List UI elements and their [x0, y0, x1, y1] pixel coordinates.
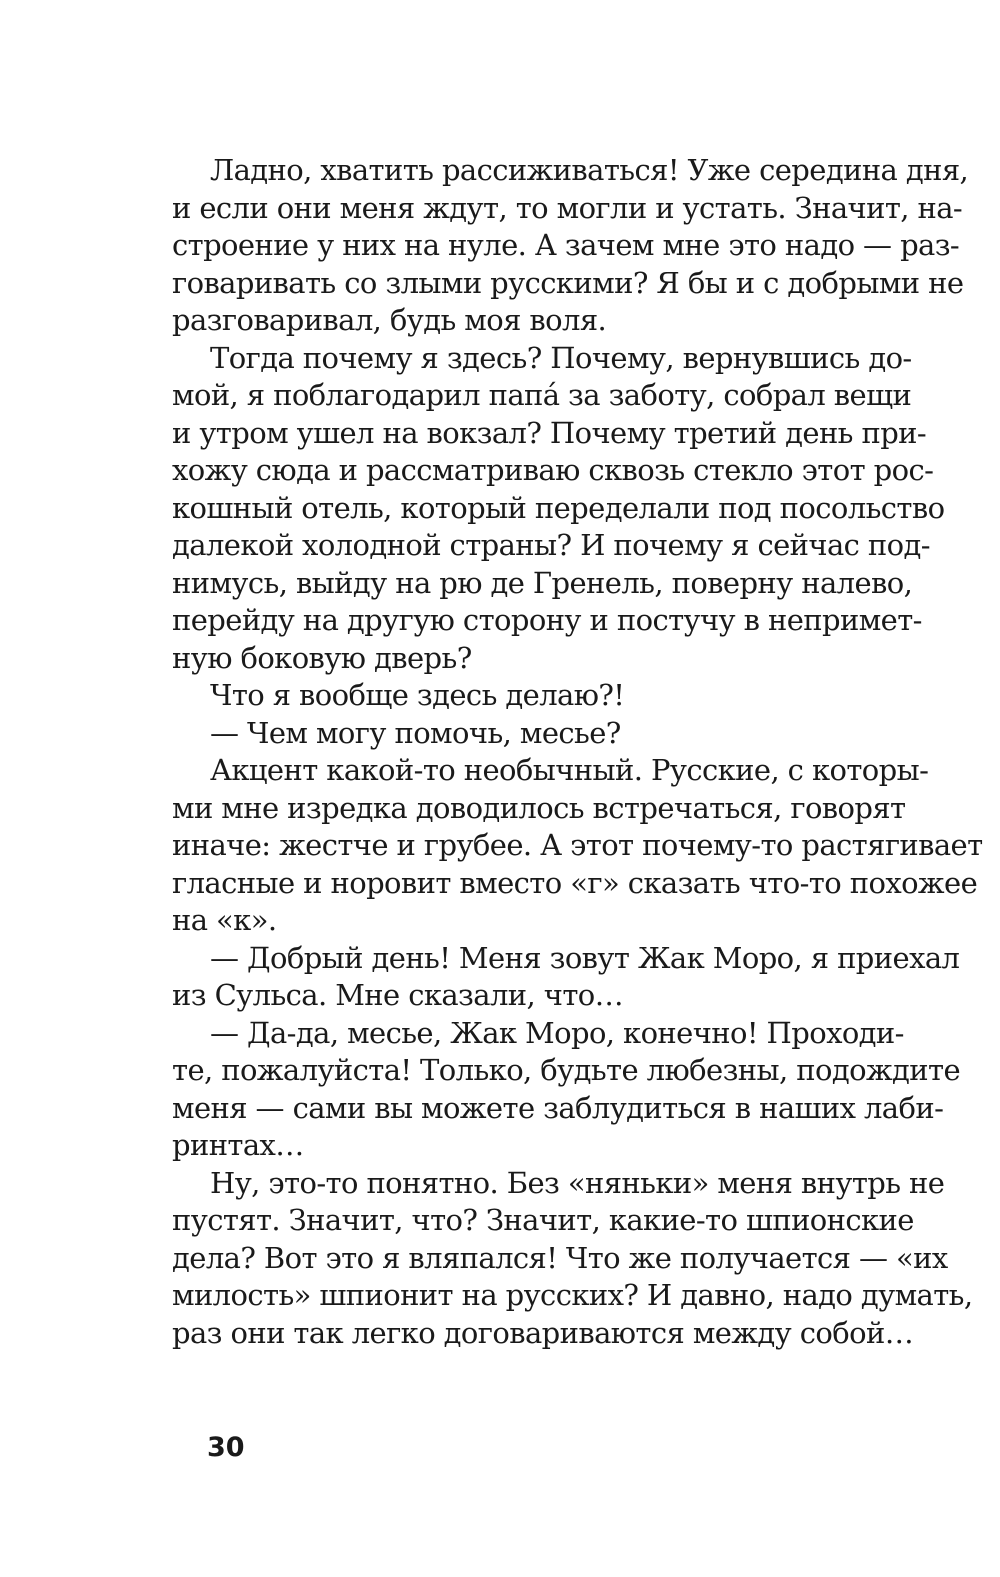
text-line: те, пожалуйста! Только, будьте любезны, подождите	[172, 1053, 961, 1087]
paragraph	[172, 677, 872, 715]
text-line: перейду на другую сторону и постучу в непримет-	[172, 603, 922, 637]
text-line: нимусь, выйду на рю де Гренель, поверну налево,	[172, 565, 913, 600]
text-line: — Чем могу помочь, месье?	[210, 715, 621, 750]
text-line: пустят. Значит, что? Значит, какие-то шпионские	[172, 1203, 914, 1237]
text-line: Что я вообще здесь делаю?!	[210, 678, 625, 712]
paragraph	[172, 340, 945, 678]
text-line: раз они так легко договариваются между собой…	[172, 1315, 914, 1350]
text-line: — Добрый день! Меня зовут Жак Моро, я приехал	[210, 940, 960, 975]
text-line: ми мне изредка доводилось встречаться, говорят	[172, 790, 906, 825]
text-line: далекой холодной страны? И почему я сейчас под-	[172, 528, 930, 562]
text-line: Акцент какой-то необычный. Русские, с которы-	[210, 753, 929, 787]
paragraph	[172, 752, 983, 940]
text-line: гласные и норовит вместо «г» сказать что-то похожее	[172, 865, 978, 900]
paragraph	[172, 1015, 961, 1165]
body-text	[172, 152, 983, 1352]
text-line: разговаривал, будь моя воля.	[172, 303, 607, 337]
text-line: и утром ушел на вокзал? Почему третий день при-	[172, 415, 927, 450]
text-line: говаривать со злыми русскими? Я бы и с добрыми не	[172, 265, 964, 300]
text-line: кошный отель, который переделали под посольство	[172, 490, 945, 525]
paragraph	[172, 715, 872, 753]
text-line: хожу сюда и рассматриваю сквозь стекло этот рос-	[172, 453, 934, 487]
text-line: Ладно, хватить рассиживаться! Уже середина дня,	[210, 153, 969, 187]
text-line: — Да-да, месье, Жак Моро, конечно! Проходи-	[210, 1015, 904, 1050]
text-line: Тогда почему я здесь? Почему, вернувшись до-	[210, 340, 912, 375]
text-line: ринтах…	[172, 1128, 304, 1162]
text-line: мой, я поблагодарил папа́ за заботу, собрал вещи	[172, 378, 912, 412]
text-line: милость» шпионит на русских? И давно, надо думать,	[172, 1278, 973, 1312]
text-line: из Сульса. Мне сказали, что…	[172, 978, 624, 1012]
paragraph	[172, 940, 960, 1015]
text-line: на «к».	[172, 903, 277, 937]
text-line: ную боковую дверь?	[172, 640, 472, 675]
page-number: 30	[207, 1432, 245, 1463]
text-line: иначе: жестче и грубее. А этот почему-то растягивает	[172, 828, 983, 862]
text-line: строение у них на нуле. А зачем мне это надо — раз-	[172, 228, 960, 262]
paragraph	[172, 1165, 973, 1353]
text-line: меня — сами вы можете заблудиться в наших лаби-	[172, 1090, 944, 1125]
paragraph	[172, 152, 969, 340]
text-line: Ну, это-то понятно. Без «няньки» меня внутрь не	[210, 1165, 945, 1200]
text-line: дела? Вот это я вляпался! Что же получается — «их	[172, 1240, 948, 1275]
text-line: и если они меня ждут, то могли и устать. Значит, на-	[172, 190, 963, 225]
